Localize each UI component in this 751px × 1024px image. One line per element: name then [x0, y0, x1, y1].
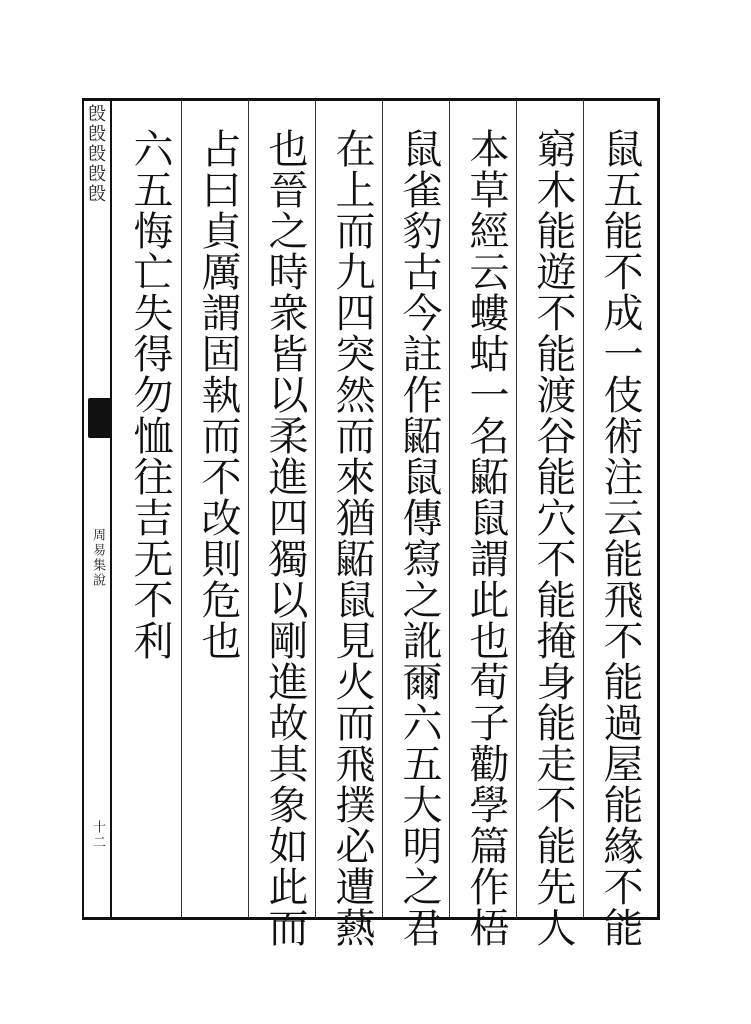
margin-top-text: 𣪘𣪘𣪘𣪘𣪘 [85, 104, 106, 204]
fish-tail-mark [88, 398, 112, 438]
text-column-1: 鼠五能不成一伎術注云能飛不能過屋能緣不能 [597, 128, 643, 948]
column-rule [583, 100, 584, 918]
text-column-8: 六五悔亡失得勿恤往吉无不利 [127, 128, 173, 661]
text-column-3: 本草經云螻蛄一名鼫鼠謂此也荀子勸學篇作梧 [463, 128, 509, 948]
column-rule [516, 100, 517, 918]
center-margin-column [82, 98, 112, 920]
column-rule [181, 100, 182, 918]
column-rule [382, 100, 383, 918]
column-rule [449, 100, 450, 918]
text-column-4: 鼠雀豹古今註作鼫鼠傳寫之訛爾六五大明之君 [396, 128, 442, 948]
page-number: 十二 [90, 820, 105, 850]
column-rule [248, 100, 249, 918]
text-column-5: 在上而九四突然而來猶鼫鼠見火而飛撲必遭爇 [329, 128, 375, 948]
text-column-7: 占曰貞厲謂固執而不改則危也 [195, 128, 241, 661]
column-rule [315, 100, 316, 918]
text-column-6: 也晉之時衆皆以柔進四獨以剛進故其象如此而 [262, 128, 308, 948]
text-column-2: 窮木能遊不能渡谷能穴不能掩身能走不能先人 [530, 128, 576, 948]
book-title: 周易集說 [90, 528, 105, 588]
